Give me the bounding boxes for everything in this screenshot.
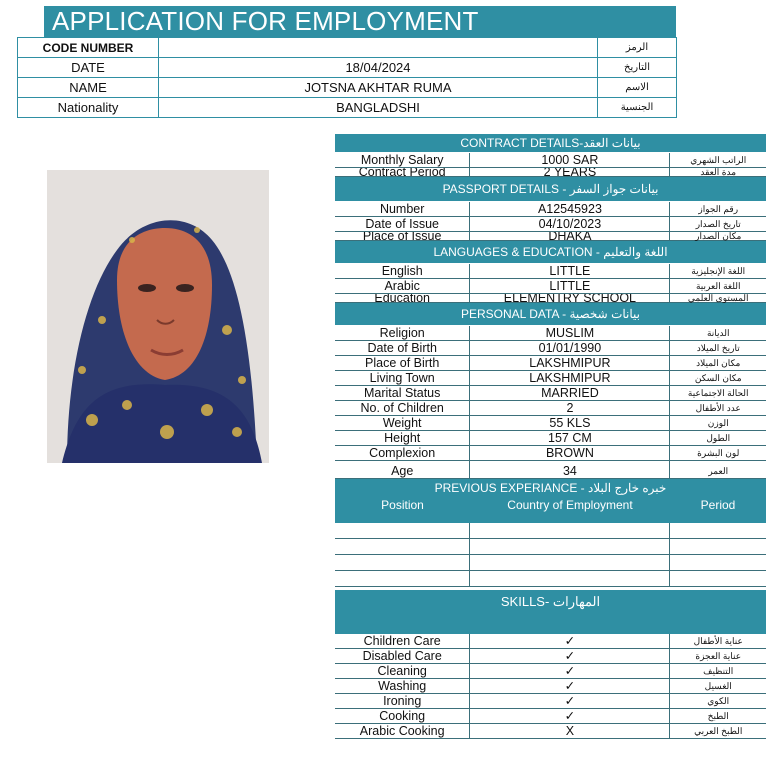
skill-ironing-row: [335, 694, 766, 709]
name-arabic: الاسم: [598, 78, 677, 98]
skill-mark: X: [469, 724, 670, 739]
weight-value: 55 KLS: [469, 416, 670, 431]
date-label: DATE: [18, 58, 159, 78]
living-town-row: [335, 371, 766, 386]
children-row: [335, 401, 766, 416]
passport-number-arabic: رقم الجواز: [670, 202, 766, 217]
nationality-row: [18, 98, 677, 118]
languages-education-header: LANGUAGES & EDUCATION - اللغة والتعليم: [335, 241, 766, 264]
marital-status-label: Marital Status: [335, 386, 469, 401]
complexion-arabic: لون البشرة: [670, 446, 766, 461]
date-arabic: التاريخ: [598, 58, 677, 78]
name-label: NAME: [18, 78, 159, 98]
applicant-photo: [47, 170, 269, 463]
passport-number-label: Number: [335, 202, 469, 217]
date-of-birth-value: 01/01/1990: [469, 341, 670, 356]
age-label: Age: [335, 461, 469, 479]
passport-number-value: A12545923: [469, 202, 670, 217]
form-title: APPLICATION FOR EMPLOYMENT: [44, 6, 676, 37]
experience-row: [335, 571, 766, 587]
skill-mark: ✓: [469, 664, 670, 679]
skill-arabic-cooking-row: [335, 724, 766, 739]
place-of-birth-value: LAKSHMIPUR: [469, 356, 670, 371]
period-column-header: Period: [700, 498, 736, 512]
contract-period-value: 2 YEARS: [469, 168, 670, 177]
height-label: Height: [335, 431, 469, 446]
skill-arabic: الكوي: [670, 694, 766, 709]
passport-details-header: PASSPORT DETAILS - بيانات جواز السفر: [335, 177, 766, 202]
education-arabic: المستوى العلمي: [670, 294, 766, 303]
education-row: [335, 294, 766, 303]
complexion-row: [335, 446, 766, 461]
skill-label: Cooking: [335, 709, 469, 724]
place-of-birth-label: Place of Birth: [335, 356, 469, 371]
experience-row: [335, 523, 766, 539]
weight-row: [335, 416, 766, 431]
monthly-salary-value: 1000 SAR: [469, 153, 670, 168]
skill-mark: ✓: [469, 649, 670, 664]
monthly-salary-arabic: الراتب الشهري: [670, 153, 766, 168]
code-number-row: [18, 38, 677, 58]
english-row: [335, 264, 766, 279]
living-town-value: LAKSHMIPUR: [469, 371, 670, 386]
height-arabic: الطول: [670, 431, 766, 446]
date-of-issue-row: [335, 217, 766, 232]
marital-status-value: MARRIED: [469, 386, 670, 401]
children-value: 2: [469, 401, 670, 416]
experience-row: [335, 555, 766, 571]
skill-mark: ✓: [469, 634, 670, 649]
place-of-issue-label: Place of Issue: [335, 232, 469, 241]
marital-status-row: [335, 386, 766, 401]
skill-washing-row: [335, 679, 766, 694]
date-of-birth-arabic: تاريخ الميلاد: [670, 341, 766, 356]
skill-cleaning-row: [335, 664, 766, 679]
arabic-label: Arabic: [335, 279, 469, 294]
skill-label: Disabled Care: [335, 649, 469, 664]
height-value: 157 CM: [469, 431, 670, 446]
weight-label: Weight: [335, 416, 469, 431]
date-value: 18/04/2024: [159, 58, 598, 78]
skill-arabic: الطبخ: [670, 709, 766, 724]
name-value: JOTSNA AKHTAR RUMA: [159, 78, 598, 98]
skill-disabled-care-row: [335, 649, 766, 664]
position-column-header: Position: [381, 498, 424, 512]
contract-details-header: CONTRACT DETAILS-بيانات العقد: [335, 134, 766, 153]
monthly-salary-label: Monthly Salary: [335, 153, 469, 168]
skill-arabic: الغسيل: [670, 679, 766, 694]
place-of-birth-arabic: مكان الميلاد: [670, 356, 766, 371]
religion-value: MUSLIM: [469, 326, 670, 341]
skill-arabic: الطبخ العربي: [670, 724, 766, 739]
skill-cooking-row: [335, 709, 766, 724]
date-row: [18, 58, 677, 78]
complexion-value: BROWN: [469, 446, 670, 461]
date-of-issue-arabic: تاريخ الصدار: [670, 217, 766, 232]
date-of-birth-label: Date of Birth: [335, 341, 469, 356]
english-arabic: اللغة الإنجليزية: [670, 264, 766, 279]
weight-arabic: الوزن: [670, 416, 766, 431]
place-of-issue-value: DHAKA: [469, 232, 670, 241]
skill-children-care-row: [335, 634, 766, 649]
living-town-arabic: مكان السكن: [670, 371, 766, 386]
arabic-value: LITTLE: [469, 279, 670, 294]
age-value: 34: [469, 461, 670, 479]
country-column-header: Country of Employment: [507, 498, 633, 512]
religion-arabic: الديانة: [670, 326, 766, 341]
skill-label: Arabic Cooking: [335, 724, 469, 739]
code-number-arabic: الرمز: [598, 38, 677, 58]
contract-period-arabic: مدة العقد: [670, 168, 766, 177]
header-info-table: [17, 37, 677, 118]
place-of-issue-row: [335, 232, 766, 241]
passport-number-row: [335, 202, 766, 217]
personal-data-header: PERSONAL DATA - بيانات شخصية: [335, 303, 766, 326]
details-panel: [335, 134, 766, 739]
skill-label: Cleaning: [335, 664, 469, 679]
applicant-portrait-graphic: [47, 170, 269, 463]
experience-row: [335, 539, 766, 555]
contract-period-row: [335, 168, 766, 177]
religion-row: [335, 326, 766, 341]
place-of-issue-arabic: مكان الصدار: [670, 232, 766, 241]
name-row: [18, 78, 677, 98]
english-value: LITTLE: [469, 264, 670, 279]
date-of-issue-value: 04/10/2023: [469, 217, 670, 232]
skill-mark: ✓: [469, 679, 670, 694]
skills-header: SKILLS- المهارات: [335, 590, 766, 634]
nationality-value: BANGLADSHI: [159, 98, 598, 118]
children-label: No. of Children: [335, 401, 469, 416]
skill-arabic: التنظيف: [670, 664, 766, 679]
complexion-label: Complexion: [335, 446, 469, 461]
previous-experience-header: [335, 479, 766, 517]
contract-period-label: Contract Period: [335, 168, 469, 177]
marital-status-arabic: الحالة الاجتماعية: [670, 386, 766, 401]
height-row: [335, 431, 766, 446]
education-value: ELEMENTRY SCHOOL: [469, 294, 670, 303]
arabic-arabic: اللغة العربية: [670, 279, 766, 294]
date-of-issue-label: Date of Issue: [335, 217, 469, 232]
date-of-birth-row: [335, 341, 766, 356]
previous-experience-title: PREVIOUS EXPERIANCE - خبره خارج البلاد: [434, 481, 667, 495]
age-arabic: العمر: [670, 461, 766, 479]
skill-label: Children Care: [335, 634, 469, 649]
place-of-birth-row: [335, 356, 766, 371]
nationality-arabic: الجنسية: [598, 98, 677, 118]
monthly-salary-row: [335, 153, 766, 168]
code-number-label: CODE NUMBER: [18, 38, 159, 58]
code-number-value: [159, 38, 598, 58]
arabic-row: [335, 279, 766, 294]
english-label: English: [335, 264, 469, 279]
skill-arabic: عناية العجزة: [670, 649, 766, 664]
children-arabic: عدد الأطفال: [670, 401, 766, 416]
education-label: Education: [335, 294, 469, 303]
age-row: [335, 461, 766, 479]
living-town-label: Living Town: [335, 371, 469, 386]
skill-mark: ✓: [469, 694, 670, 709]
skill-label: Washing: [335, 679, 469, 694]
religion-label: Religion: [335, 326, 469, 341]
skill-mark: ✓: [469, 709, 670, 724]
nationality-label: Nationality: [18, 98, 159, 118]
skill-label: Ironing: [335, 694, 469, 709]
skill-arabic: عناية الأطفال: [670, 634, 766, 649]
